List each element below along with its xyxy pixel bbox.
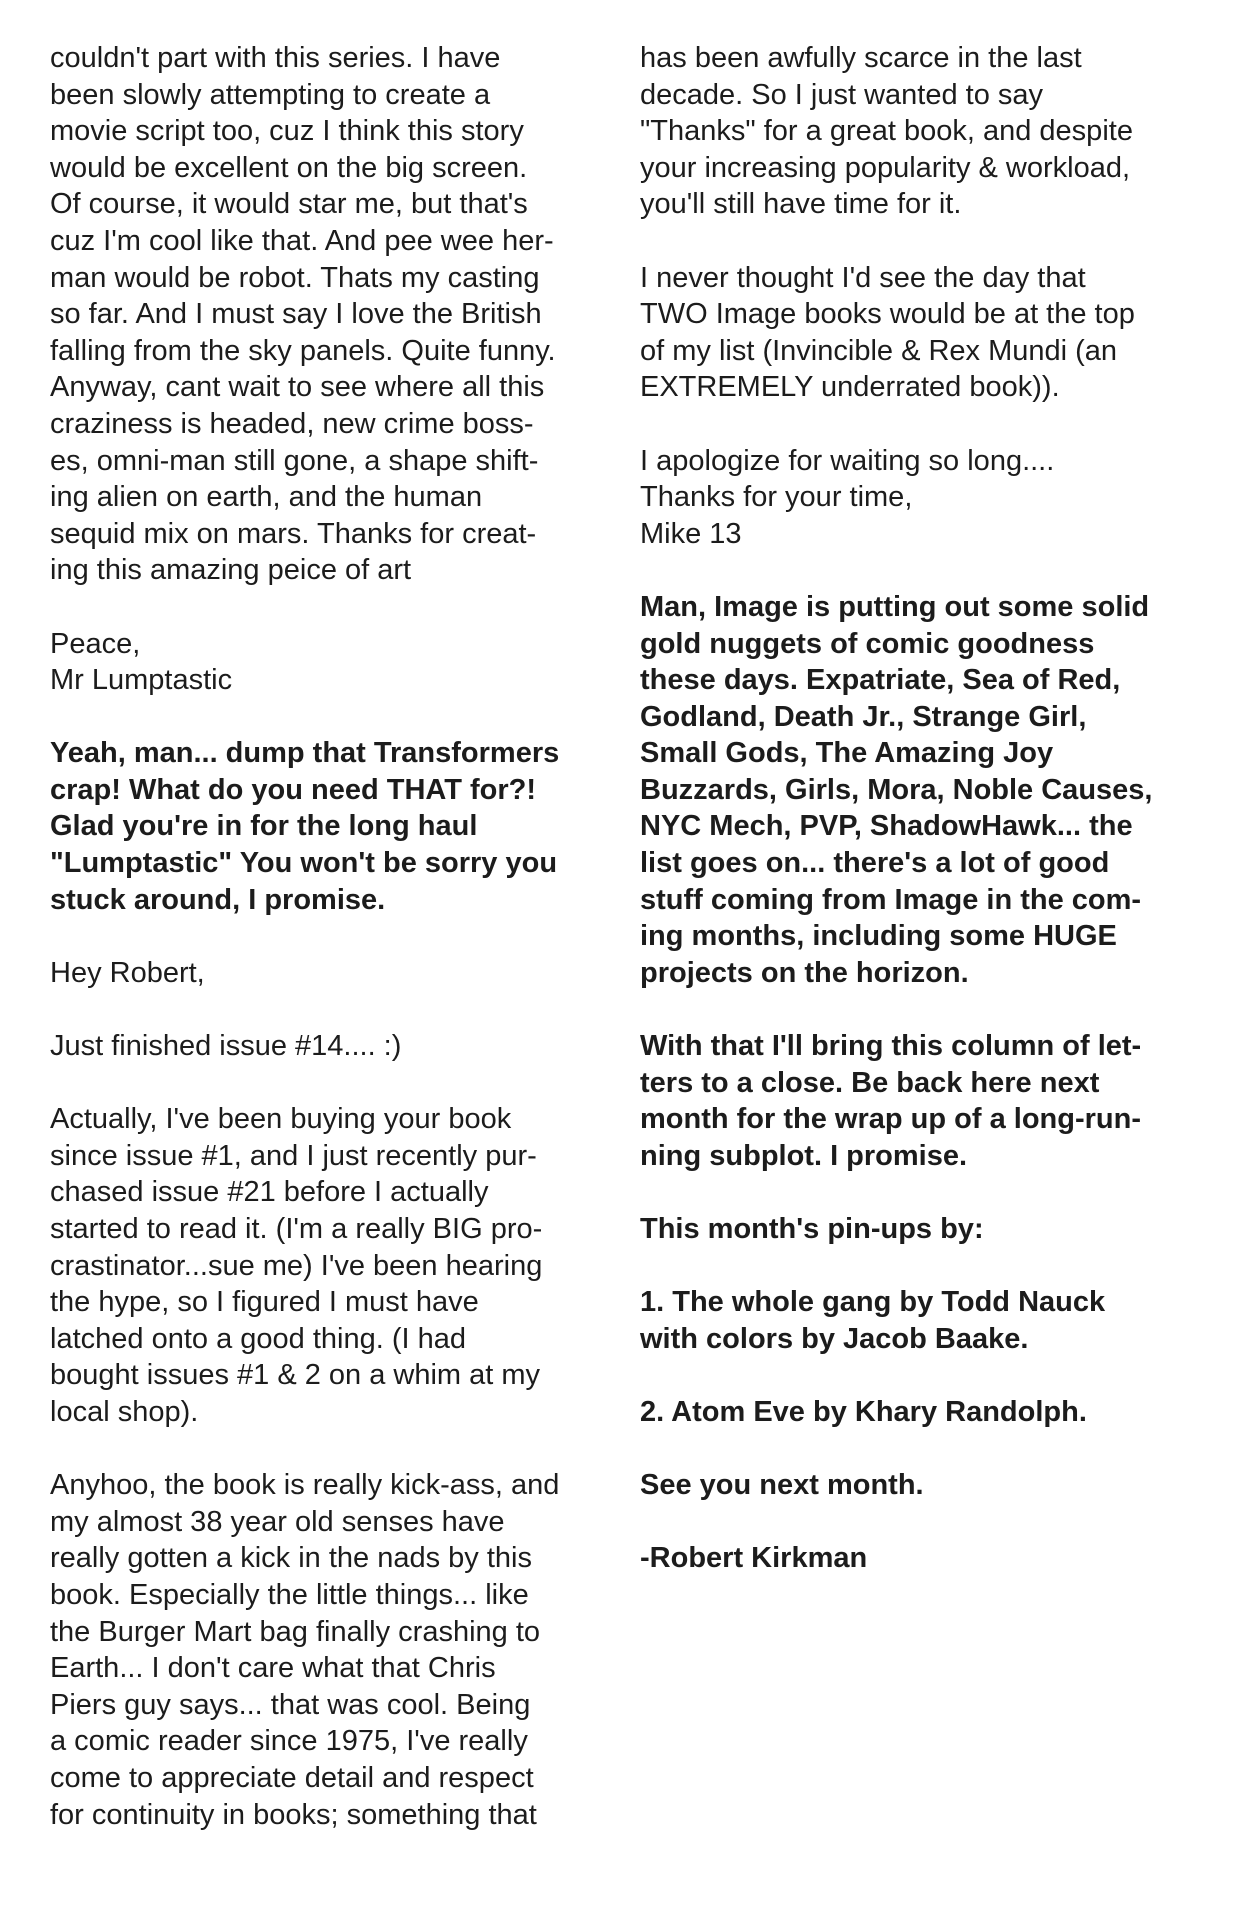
editor-signature: -Robert Kirkman (640, 1542, 868, 1575)
letter-paragraph: Just finished issue #14.... :) (50, 1030, 402, 1063)
right-column (640, 40, 1220, 1614)
pinup-credit: 1. The whole gang by Todd Nauck with colors by Jacob Baake. (640, 1286, 1106, 1355)
letter-paragraph: I never thought I'd see the day that TWO Image books would be at the top of my list (Invincible & Rex Mundi (an EXTREMELY underrated book)). (640, 261, 1135, 404)
left-column (50, 40, 620, 1870)
letter-paragraph: Actually, I've been buying your book since issue #1, and I just recently pur- chased issue #21 before I actually started to read it. (I'm a really BIG pro- crastinator...sue me) I've been hearing the hype, so I figured I must have latched onto a good thing. (I had bought issues #1 & 2 on a whim at my local shop). (50, 1103, 543, 1428)
letter-paragraph: couldn't part with this series. I have been slowly attempting to create a movie script too, cuz I think this story would be excellent on the big screen. Of course, it would star me, but that's cuz I'm cool like that. And pee wee her- man would be robot. Thats my casting so far. And I must say I love the British falling from the sky panels. Quite funny. Anyway, cant wait to see where all this craziness is headed, new crime boss- es, omni-man still gone, a shape shift- ing alien on earth, and the human sequid mix on mars. Thanks for creat- ing this amazing peice of art (50, 42, 556, 587)
letter-signoff: I apologize for waiting so long.... Thanks for your time, Mike 13 (640, 444, 1055, 550)
pinup-credit: 2. Atom Eve by Khary Randolph. (640, 1395, 1087, 1428)
closing-line: See you next month. (640, 1469, 924, 1502)
editor-reply: With that I'll bring this column of let- ters to a close. Be back here next month for the wrap up of a long-run- ning subplot. I promise. (640, 1030, 1142, 1172)
pinups-heading: This month's pin-ups by: (640, 1213, 984, 1245)
editor-reply: Man, Image is putting out some solid gold nuggets of comic goodness these days. Expatriate, Sea of Red, Godland, Death Jr., Strange Girl, Small Gods, The Amazing Joy Buzzards, Girls, Mora, Noble Causes, NYC Mech, PVP, ShadowHawk... the list goes on... there's a lot of good stuff coming from Image in the com- ing months, including some HUGE projects on the horizon. (640, 590, 1153, 989)
letter-greeting: Hey Robert, (50, 956, 205, 989)
letter-signoff: Peace, Mr Lumptastic (50, 627, 233, 697)
letter-paragraph: Anyhoo, the book is really kick-ass, and my almost 38 year old senses have really gotten a kick in the nads by this book. Especially the little things... like the Burger Mart bag finally crashing to Earth... I don't care what that Chris Piers guy says... that was cool. Being a comic reader since 1975, I've really come to appreciate detail and respect for continuity in books; something that (50, 1469, 560, 1831)
editor-reply: Yeah, man... dump that Transformers crap! What do you need THAT for?! Glad you're in for the long haul "Lumptastic" You won't be sorry you stuck around, I promise. (50, 737, 560, 916)
letter-paragraph: has been awfully scarce in the last decade. So I just wanted to say "Thanks" for a great book, and despite your increasing popularity & workload, you'll still have time for it. (640, 42, 1133, 221)
